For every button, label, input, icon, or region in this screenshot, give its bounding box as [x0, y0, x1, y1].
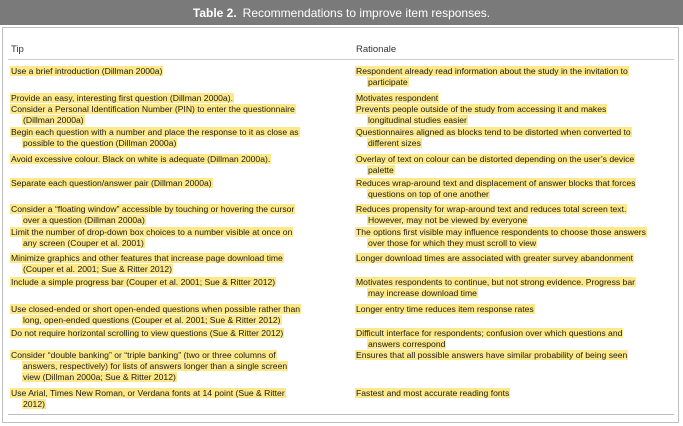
highlighted-text: any screen (Couper et al. 2001) — [23, 238, 144, 248]
rationale-cell — [356, 66, 674, 88]
highlighted-text: over those for which they must scroll to view — [368, 238, 537, 248]
highlighted-text: view (Dillman 2000a; Sue & Ritter 2012) — [23, 372, 176, 382]
header-rule — [8, 59, 674, 60]
rationale-cell — [356, 178, 674, 200]
tip-line — [11, 388, 343, 399]
rationale-line — [356, 328, 674, 339]
highlighted-text: palette — [368, 165, 394, 175]
tip-cell — [11, 253, 343, 275]
rationale-line — [356, 138, 674, 149]
tip-line — [11, 315, 343, 326]
table-title-bar — [0, 0, 683, 25]
tip-line — [11, 178, 343, 189]
tip-cell — [11, 66, 343, 77]
highlighted-text: may increase download time — [368, 288, 477, 298]
highlighted-text: Use a brief introduction (Dillman 2000a) — [11, 66, 163, 76]
tip-cell — [11, 93, 343, 104]
highlighted-text: Do not require horizontal scrolling to view questions (Sue & Ritter 2012) — [11, 328, 284, 338]
rationale-cell — [356, 154, 674, 176]
tip-line — [11, 304, 343, 315]
tip-line — [11, 115, 343, 126]
tip-cell — [11, 350, 343, 383]
tip-cell — [11, 127, 343, 149]
highlighted-text: Longer entry time reduces item response rates — [356, 304, 534, 314]
rationale-line — [356, 66, 674, 77]
rationale-line — [356, 339, 674, 350]
rationale-line — [356, 304, 674, 315]
table-caption: Recommendations to improve item responses. — [242, 5, 491, 20]
highlighted-text: Questionnaires aligned as blocks tend to be distorted when converted to — [356, 127, 631, 137]
highlighted-text: over a question (Dillman 2000a) — [23, 215, 145, 225]
rationale-line — [356, 388, 674, 399]
rationale-line — [356, 288, 674, 299]
tip-line — [11, 361, 343, 372]
rationale-cell — [356, 104, 674, 126]
highlighted-text: Separate each question/answer pair (Dillman 2000a) — [11, 178, 212, 188]
highlighted-text: Ensures that all possible answers have similar probability of being seen — [356, 350, 628, 360]
rationale-cell — [356, 388, 674, 399]
tip-line — [11, 372, 343, 383]
rationale-line — [356, 104, 674, 115]
highlighted-text: Avoid excessive colour. Black on white is adequate (Dillman 2000a). — [11, 154, 271, 164]
highlighted-text: Motivates respondent — [356, 93, 439, 103]
highlighted-text: Begin each question with a number and place the response to it as close as — [11, 127, 299, 137]
tip-line — [11, 238, 343, 249]
highlighted-text: The options first visible may influence respondents to choose those answers — [356, 227, 646, 237]
rationale-line — [356, 115, 674, 126]
highlighted-text: long, open-ended questions (Couper et al. 2001; Sue & Ritter 2012) — [23, 315, 281, 325]
highlighted-text: Use Arial, Times New Roman, or Verdana fonts at 14 point (Sue & Ritter — [11, 388, 285, 398]
highlighted-text: different sizes — [368, 138, 421, 148]
rationale-cell — [356, 328, 674, 350]
highlighted-text: However, may not be viewed by everyone — [368, 215, 528, 225]
rationale-cell — [356, 253, 674, 264]
rationale-line — [356, 127, 674, 138]
rationale-line — [356, 154, 674, 165]
column-header-rationale: Rationale — [356, 44, 397, 55]
tip-line — [11, 127, 343, 138]
highlighted-text: answers correspond — [368, 339, 446, 349]
tip-cell — [11, 388, 343, 410]
highlighted-text: Minimize graphics and other features that increase page download time — [11, 253, 283, 263]
rationale-line — [356, 253, 674, 264]
highlighted-text: Reduces wrap-around text and displacement of answer blocks that forces — [356, 178, 636, 188]
tip-line — [11, 66, 343, 77]
tip-cell — [11, 304, 343, 326]
tip-cell — [11, 204, 343, 226]
column-header-tip: Tip — [11, 44, 24, 55]
highlighted-text: participate — [368, 77, 408, 87]
highlighted-text: Consider a Personal Identification Number (PIN) to enter the questionnaire — [11, 104, 295, 114]
highlighted-text: Motivates respondents to continue, but not strong evidence. Progress bar — [356, 277, 635, 287]
rationale-line — [356, 165, 674, 176]
tip-line — [11, 154, 343, 165]
tip-cell — [11, 227, 343, 249]
highlighted-text: Provide an easy, interesting first question (Dillman 2000a). — [11, 93, 233, 103]
tip-line — [11, 104, 343, 115]
rationale-line — [356, 350, 674, 361]
rationale-cell — [356, 227, 674, 249]
highlighted-text: Consider “double banking” or “triple banking” (two or three columns of — [11, 350, 276, 360]
rationale-cell — [356, 204, 674, 226]
rationale-line — [356, 277, 674, 288]
tip-cell — [11, 178, 343, 189]
rationale-line — [356, 227, 674, 238]
tip-line — [11, 277, 343, 288]
rationale-line — [356, 215, 674, 226]
tip-line — [11, 350, 343, 361]
highlighted-text: Overlay of text on colour can be distorted depending on the user’s device — [356, 154, 635, 164]
tip-cell — [11, 277, 343, 288]
highlighted-text: Difficult interface for respondents; confusion over which questions and — [356, 328, 623, 338]
rationale-line — [356, 204, 674, 215]
highlighted-text: Include a simple progress bar (Couper et al. 2001; Sue & Ritter 2012) — [11, 277, 276, 287]
tip-line — [11, 227, 343, 238]
highlighted-text: (Couper et al. 2001; Sue & Ritter 2012) — [23, 264, 173, 274]
highlighted-text: answers, respectively) for lists of answers longer than a single screen — [23, 361, 288, 371]
bottom-rule — [8, 414, 674, 415]
highlighted-text: Longer download times are associated with greater survey abandonment — [356, 253, 634, 263]
highlighted-text: (Dillman 2000a) — [23, 115, 84, 125]
rationale-cell — [356, 304, 674, 315]
highlighted-text: Respondent already read information about the study in the invitation to — [356, 66, 628, 76]
highlighted-text: Fastest and most accurate reading fonts — [356, 388, 510, 398]
tip-cell — [11, 328, 343, 339]
highlighted-text: Use closed-ended or short open-ended questions when possible rather than — [11, 304, 301, 314]
rationale-line — [356, 238, 674, 249]
tip-line — [11, 215, 343, 226]
highlighted-text: Limit the number of drop-down box choices to a number visible at once on — [11, 227, 293, 237]
rationale-line — [356, 77, 674, 88]
tip-line — [11, 253, 343, 264]
rationale-line — [356, 178, 674, 189]
highlighted-text: longitudinal studies easier — [368, 115, 467, 125]
highlighted-text: questions on top of one another — [368, 189, 489, 199]
highlighted-text: Consider a “floating window” accessible by touching or hovering the cursor — [11, 204, 295, 214]
rationale-cell — [356, 350, 674, 361]
tip-cell — [11, 104, 343, 126]
tip-line — [11, 264, 343, 275]
highlighted-text: possible to the question (Dillman 2000a) — [23, 138, 177, 148]
highlighted-text: 2012) — [23, 399, 45, 409]
rationale-line — [356, 189, 674, 200]
tip-line — [11, 93, 343, 104]
tip-line — [11, 204, 343, 215]
table-label: Table 2. — [192, 5, 237, 20]
rationale-cell — [356, 93, 674, 104]
highlighted-text: Prevents people outside of the study from accessing it and makes — [356, 104, 607, 114]
tip-line — [11, 399, 343, 410]
rationale-line — [356, 93, 674, 104]
highlighted-text: Reduces propensity for wrap-around text and reduces total screen text. — [356, 204, 627, 214]
rationale-cell — [356, 127, 674, 149]
rationale-cell — [356, 277, 674, 299]
tip-line — [11, 138, 343, 149]
tip-line — [11, 328, 343, 339]
tip-cell — [11, 154, 343, 165]
